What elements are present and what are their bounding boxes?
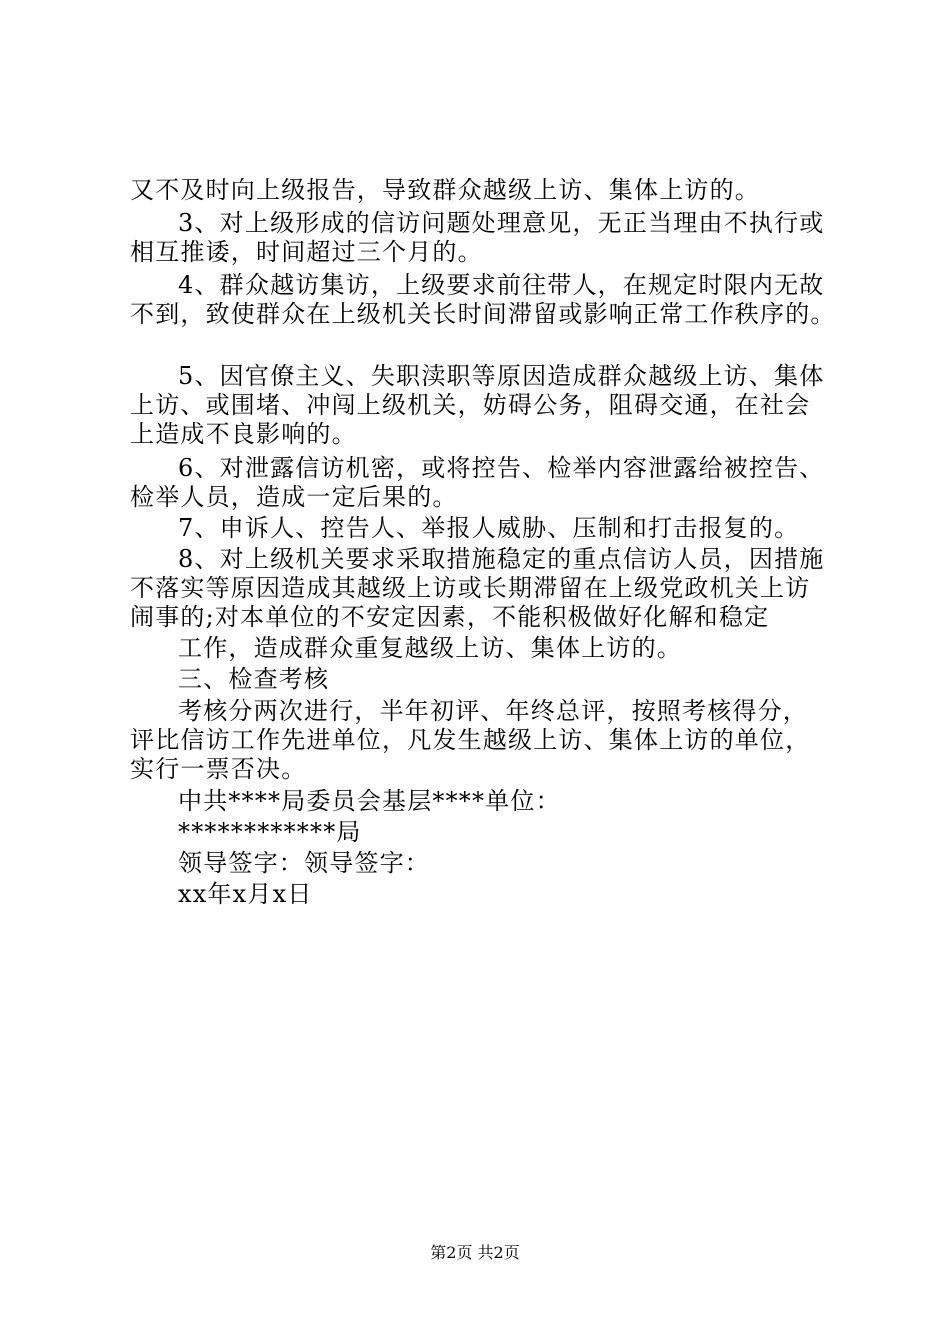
text-line: 相互推诿，时间超过三个月的。 xyxy=(130,238,483,266)
page-indicator: 第2页 共2页 xyxy=(430,1243,520,1262)
section-heading: 三、检查考核 xyxy=(178,665,330,693)
text-line: 6、对泄露信访机密，或将控告、检举内容泄露给被控告、 xyxy=(178,454,825,482)
text-line: 5、因官僚主义、失职渎职等原因造成群众越级上访、集体 xyxy=(178,362,825,390)
text-line: 7、申诉人、控告人、举报人威胁、压制和打击报复的。 xyxy=(178,514,800,542)
text-line: 考核分两次进行，半年初评、年终总评，按照考核得分， xyxy=(178,697,808,725)
signature-date-line: xx年x月x日 xyxy=(178,880,313,908)
text-line: 上造成不良影响的。 xyxy=(130,420,357,448)
text-line: 8、对上级机关要求采取措施稳定的重点信访人员，因措施 xyxy=(178,545,825,573)
text-line: 又不及时向上级报告，导致群众越级上访、集体上访的。 xyxy=(130,176,760,204)
text-line: 检举人员，造成一定后果的。 xyxy=(130,483,458,511)
text-line: 上访、或围堵、冲闯上级机关，妨碍公务，阻碍交通，在社会 xyxy=(130,391,811,419)
text-line: 4、群众越访集访，上级要求前往带人，在规定时限内无故 xyxy=(178,271,825,299)
signature-leader-line: 领导签字：领导签字： xyxy=(178,849,430,877)
signature-bureau-line: ************局 xyxy=(178,818,362,846)
signature-org-line: 中共****局委员会基层****单位： xyxy=(178,787,561,815)
text-line: 3、对上级形成的信访问题处理意见，无正当理由不执行或 xyxy=(178,209,825,237)
text-line: 闹事的;对本单位的不安定因素，不能积极做好化解和稳定 xyxy=(130,603,770,631)
text-line: 评比信访工作先进单位，凡发生越级上访、集体上访的单位， xyxy=(130,726,811,754)
text-line: 不到，致使群众在上级机关长时间滞留或影响正常工作秩序的。 xyxy=(130,300,836,328)
text-line: 工作，造成群众重复越级上访、集体上访的。 xyxy=(178,634,682,662)
text-line: 实行一票否决。 xyxy=(130,755,307,783)
text-line: 不落实等原因造成其越级上访或长期滞留在上级党政机关上访 xyxy=(130,574,811,602)
